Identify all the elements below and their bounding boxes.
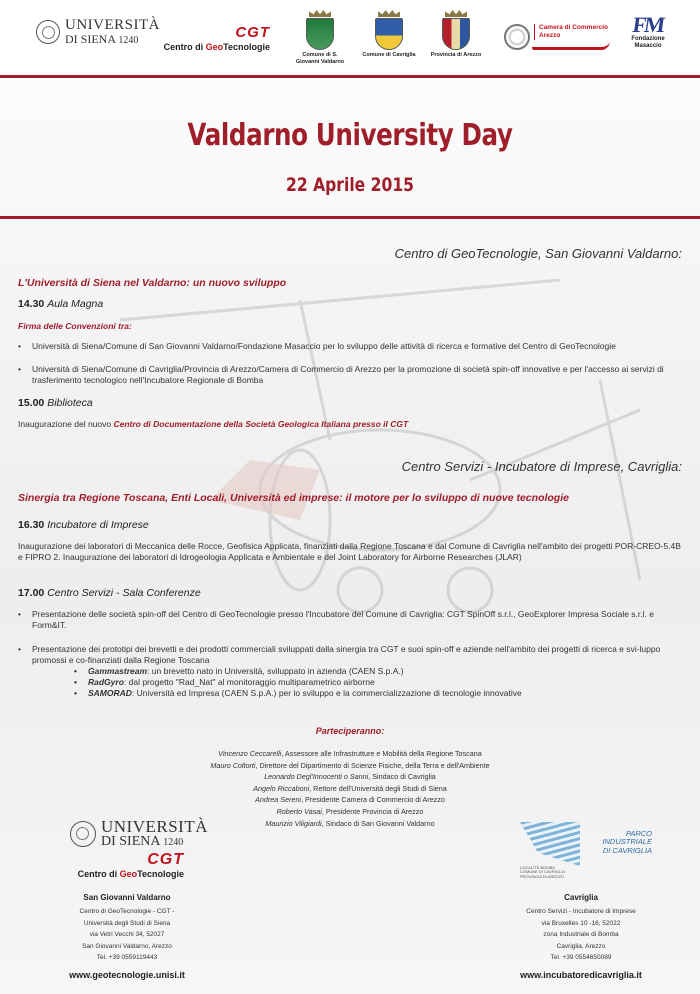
cgt-name-suffix: Tecnologie: [223, 42, 270, 52]
title-divider: [0, 216, 700, 219]
address-line: Tel. +39 0554650089: [550, 954, 612, 962]
slot-time: 15.00: [18, 397, 45, 409]
unisi-seal-icon: [70, 821, 96, 847]
venue-cavriglia: Centro Servizi - Incubatore di Imprese, Cavriglia:: [401, 459, 682, 474]
chamber-seal-icon: [504, 24, 530, 50]
unisi-name: UNIVERSITÀ: [65, 17, 160, 33]
slot-1630: [18, 519, 149, 531]
address-line: Centro di GeoTecnologie - CGT -: [79, 908, 175, 915]
list-item: [74, 677, 522, 688]
biblioteca-text-prefix: Inaugurazione del nuovo: [18, 419, 114, 429]
address-line: Cavriglia, Arezzo: [556, 942, 606, 950]
title-area: [0, 82, 700, 214]
address-line: San Giovanni Valdarno, Arezzo: [82, 942, 172, 950]
crest-provincia-arezzo: [426, 10, 486, 59]
list-item: • Università di Siena/Comune di San Giovanni Valdarno/Fondazione Masaccio per lo sviluppo delle attività di ricerca e formative del Centro di GeoTecnologie: [18, 341, 682, 352]
convenzioni-subhead: Firma delle Convenzioni tra:: [18, 321, 132, 331]
participant-role: , Direttore del Dipartimento di Scienze Fisiche, della Terra e dell'Ambiente: [255, 760, 490, 770]
address-line: via Bruxelles 10 -16, 52022: [541, 919, 621, 927]
cgt-name-prefix: Centro di: [77, 869, 120, 879]
camera-commercio-logo: [504, 24, 608, 50]
parco-small-3: PROVINCIA DI AREZZO: [520, 873, 565, 879]
shield-icon: [306, 18, 334, 50]
prototype-desc: : Università ed Impresa (CAEN S.p.A.) per lo sviluppo e la commercializzazione di tecnologie innovative: [131, 688, 522, 698]
section-title-1: L'Università di Siena nel Valdarno: un nuovo sviluppo: [18, 277, 287, 289]
fondazione-caption-1: Fondazione: [631, 36, 665, 42]
unisi-name: UNIVERSITÀ: [101, 817, 208, 836]
slot-time: 17.00: [18, 587, 45, 599]
prototype-name: SAMORAD: [88, 688, 132, 698]
slot-1700: [18, 587, 201, 599]
address-line: Università degli Studi di Siena: [83, 919, 171, 927]
shield-icon: [375, 18, 403, 50]
event-date: 22 Aprile 2015: [285, 174, 415, 196]
list-item: • Presentazione delle società spin-off del Centro di GeoTecnologie presso l'Incubatore del Comune di Cavriglia: CGT SpinOff s.r.l., GeoExplorer Impresa Sociale s.r.l. e Form&IT.: [18, 609, 682, 631]
participant: [0, 748, 700, 760]
swoosh-icon: [532, 41, 610, 50]
slot-place: Biblioteca: [47, 397, 93, 409]
address-heading: San Giovanni Valdarno: [83, 893, 171, 902]
participant-role: , Rettore dell'Università degli Studi di Siena: [309, 783, 447, 793]
crown-icon: [309, 10, 331, 17]
shield-icon: [442, 18, 470, 50]
address-line: zona Industriale di Bomba: [543, 931, 619, 939]
participant: [0, 760, 700, 772]
prototype-desc: : dal progetto "Rad_Nat" al monitoraggio multiparametrico airborne: [123, 677, 375, 687]
address-cavriglia: [486, 893, 676, 980]
participant-name: Roberto Vasai: [276, 806, 322, 816]
participant-role: , Sindaco di Cavriglia: [368, 772, 436, 782]
website-link[interactable]: www.incubatoredicavriglia.it: [520, 969, 642, 980]
participant: [0, 794, 700, 806]
participant-role: , Presidente Camera di Commercio di Arezzo: [301, 795, 445, 805]
cgt-name-prefix: Centro di: [163, 42, 206, 52]
cgt-acronym: CGT: [235, 24, 270, 41]
footer-unisi-logo: [70, 818, 208, 849]
participant-role: , Presidente Provincia di Arezzo: [321, 806, 424, 816]
slot-place: Incubatore di Imprese: [47, 519, 149, 531]
cgt-name-suffix: Tecnologie: [137, 869, 184, 879]
crown-icon: [445, 10, 467, 17]
participant: [0, 771, 700, 783]
participant-name: Angelo Riccaboni: [253, 783, 310, 793]
prototype-desc: : un brevetto nato in Università, sviluppato in azienda (CAEN S.p.A.): [147, 666, 404, 676]
address-line: Tel. +39 0559119443: [96, 954, 158, 962]
fondazione-caption-2: Masaccio: [634, 43, 662, 50]
address-san-giovanni: [32, 893, 222, 980]
participant-name: Andrea Sereni: [255, 795, 302, 805]
header-logo-bar: [0, 0, 700, 78]
crest-caption: Comune di S. Giovanni Valdarno: [295, 52, 345, 66]
crest-caption: Provincia di Arezzo: [430, 52, 482, 58]
slot-place: Centro Servizi - Sala Conferenze: [47, 587, 201, 599]
participant: [0, 783, 700, 795]
chamber-name: Camera di Commercio: [539, 24, 608, 31]
parco-title-2: DI CAVRIGLIA: [602, 845, 652, 855]
stripes-icon: [520, 822, 580, 866]
participant: [0, 806, 700, 818]
slot-place: Aula Magna: [47, 298, 104, 310]
prototype-list: [74, 666, 522, 699]
participant-role: , Sindaco di San Giovanni Valdarno: [321, 818, 435, 828]
cgt-name-geo: Geo: [119, 869, 138, 879]
list-item: • Università di Siena/Comune di Cavriglia/Provincia di Arezzo/Camera di Commercio di Arezzo per la promozione di società spin-off innovative e per l'accesso ai servizi di trasferimento tecnologico nell'Incubatore Regionale di Bomba: [18, 364, 682, 386]
prototype-name: RadGyro: [88, 677, 124, 687]
participant-role: , Assessore alle Infrastrutture e Mobilità della Regione Toscana: [281, 749, 482, 758]
event-title: Valdarno University Day: [187, 118, 513, 153]
participant-name: Maurizio Viligiardi: [265, 818, 322, 828]
cgt-acronym: CGT: [147, 851, 184, 868]
address-line: via Vetri Vecchi 34, 52027: [89, 931, 165, 939]
slot-time: 16.30: [18, 519, 45, 531]
participants-heading: Parteciperanno:: [315, 726, 385, 736]
list-item: [74, 688, 522, 699]
slot-1430: [18, 298, 103, 310]
list-item: • Presentazione dei prototipi dei brevetti e dei prodotti commerciali sviluppati dalla sinergia tra CGT e suoi spin-off e aziende nell'ambito dei progetti di ricerca e svi-luppo promossi e co-finanziati dalla Regione Toscana: [18, 644, 682, 666]
website-link[interactable]: www.geotecnologie.unisi.it: [69, 969, 185, 980]
participant-name: Leonardo Degl'Innocenti o Sanni: [264, 772, 369, 782]
parco-small-2: COMUNE DI CAVRIGLIA: [520, 869, 566, 875]
biblioteca-text: [18, 419, 682, 430]
cgt-logo: [150, 24, 270, 52]
crown-icon: [378, 10, 400, 17]
unisi-year: 1240: [163, 837, 184, 848]
parco-small-1: LOCALITÀ BOMBA: [520, 865, 555, 870]
unisi-seal-icon: [36, 20, 60, 44]
chamber-city: Arezzo: [539, 31, 561, 39]
crest-san-giovanni: [290, 10, 350, 66]
footer-cgt-logo: [62, 851, 184, 879]
unisi-year: 1240: [118, 35, 139, 46]
slot-time: 14.30: [18, 298, 45, 310]
laboratori-text: Inaugurazione dei laboratori di Meccanica delle Rocce, Geofisica Applicata, finanziati dalla Regione Toscana e dal Comune di Cavriglia nell'ambito dei progetti POR-CREO-5.4B e FIPRO 2. Inaugurazione dei laboratori di Idrogeologia Applicata e Ambientale e del Joint Laboratory for Airborne Researches (JLAR): [18, 541, 681, 562]
slot-1500: [18, 397, 93, 409]
address-heading: Cavriglia: [564, 893, 598, 902]
address-line: Centro Servizi - Incubatore di Imprese: [526, 908, 636, 915]
unisi-city: DI SIENA: [101, 834, 160, 849]
fondazione-masaccio-logo: [623, 14, 673, 50]
section-title-2: Sinergia tra Regione Toscana, Enti Locali, Università ed imprese: il motore per lo sviluppo di nuove tecnologie: [18, 492, 569, 504]
cgt-name-geo: Geo: [205, 42, 224, 52]
prototype-name: Gammastream: [88, 666, 148, 676]
participants: [0, 726, 700, 829]
participant-name: Vincenzo Ceccarelli: [218, 749, 282, 758]
crest-cavriglia: [359, 10, 419, 59]
biblioteca-text-highlight: Centro di Documentazione della Società Geologica Italiana presso il CGT: [113, 419, 409, 429]
crest-caption: Comune di Cavriglia: [362, 52, 416, 58]
parco-industriale-logo: [516, 820, 656, 878]
unisi-city: DI SIENA: [65, 32, 116, 46]
unisi-logo: [36, 18, 160, 46]
fm-monogram: FM: [631, 12, 665, 37]
parco-title-1: PARCO INDUSTRIALE: [602, 829, 652, 847]
participant-name: Mauro Coltorti: [210, 760, 256, 770]
venue-cgt: Centro di GeoTecnologie, San Giovanni Valdarno:: [394, 246, 682, 261]
list-item: [74, 666, 522, 677]
